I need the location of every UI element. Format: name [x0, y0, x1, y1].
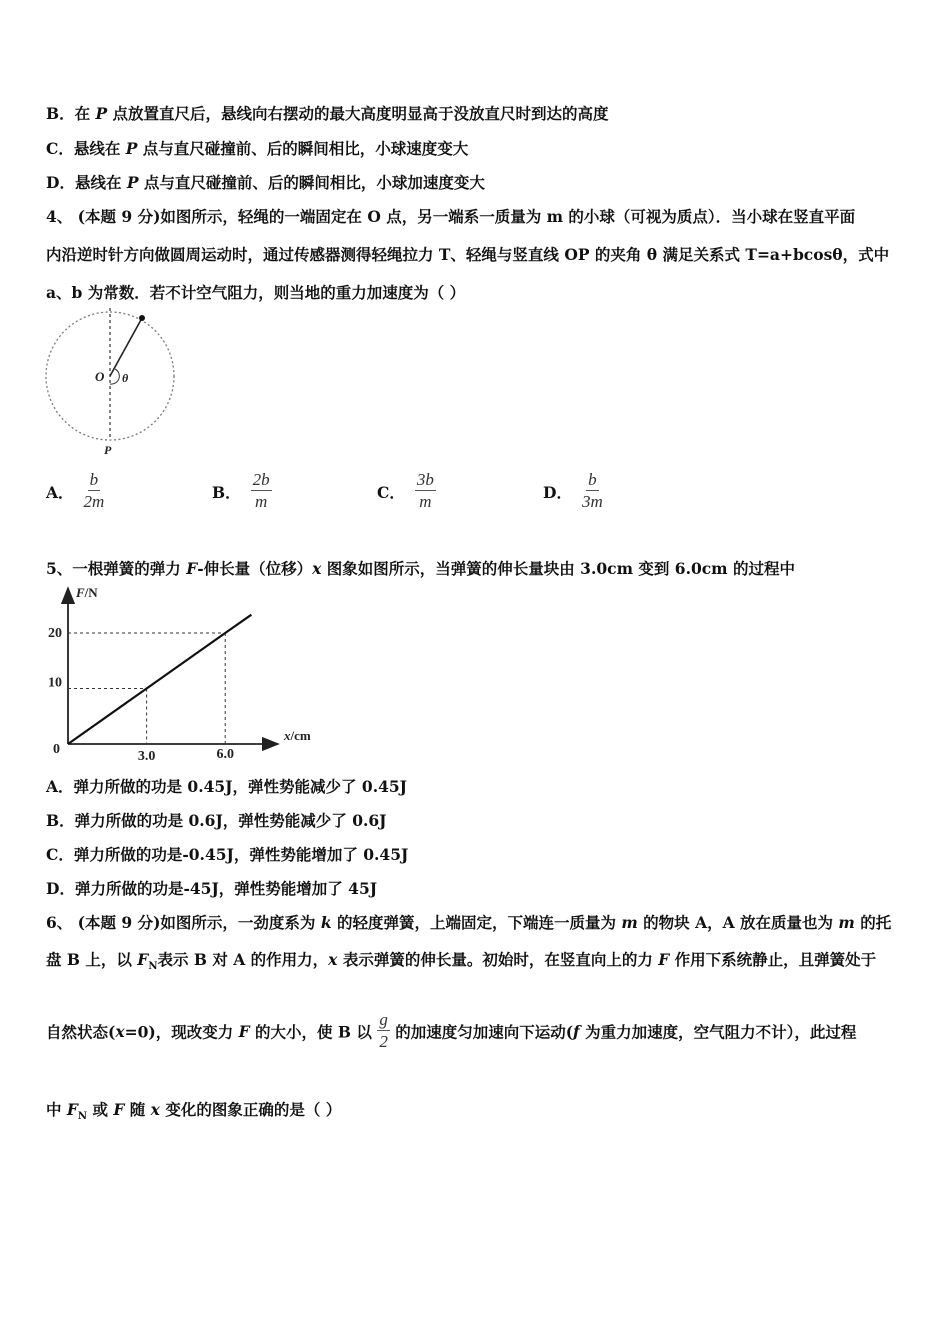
q4-option-c: C． $\frac{3b}{m}$ — [377, 470, 434, 511]
fraction: $\frac{b}{3m}$ — [581, 470, 603, 511]
x-tick-label-6: 6.0 — [216, 747, 234, 762]
angle-theta-label: θ — [122, 371, 129, 385]
q4-stem-line1: 4、 (本题 9 分)如图所示，轻绳的一端固定在 O 点，另一端系一质量为 m 的小球（可视为质点）．当小球在竖直平面 — [46, 207, 856, 226]
rope-line — [110, 318, 142, 376]
q4-stem-line2: 内沿逆时针方向做圆周运动时，通过传感器测得轻绳拉力 T、轻绳与竖直线 OP 的夹角 θ 满足关系式 T=a+bcosθ，式中 — [46, 245, 890, 264]
q6-stem-line3: 自然状态(x=0)，现改变力 F 的大小，使 B 以 $\frac{g}{2}$ 的加速度匀加速向下运动(f 为重力加速度，空气阻力不计），此过程 — [46, 1010, 857, 1051]
y-tick-label-20: 20 — [48, 626, 62, 641]
q6-stem-line4: 中 $F_N$ 或 F 随 x 变化的图象正确的是（ ） — [46, 1100, 342, 1123]
angle-arc — [110, 369, 119, 384]
ball — [139, 315, 145, 321]
q5-option-c: C．弹力所做的功是-0.45J，弹性势能增加了 0.45J — [46, 845, 409, 864]
q4-stem-line3: a、b 为常数．若不计空气阻力，则当地的重力加速度为（ ） — [46, 283, 466, 302]
q6-stem-line1: 6、 (本题 9 分)如图所示，一劲度系为 k 的轻度弹簧，上端固定，下端连一质量为 m 的物块 A，A 放在质量也为 m 的托 — [46, 913, 892, 932]
x-axis-label: x/cm — [284, 728, 311, 743]
q5-option-a: A．弹力所做的功是 0.45J，弹性势能减少了 0.45J — [46, 777, 407, 796]
point-p-label: P — [104, 443, 112, 457]
circle-figure — [40, 308, 185, 458]
y-axis-label: F/N — [76, 585, 98, 600]
q5-stem: 5、一根弹簧的弹力 F-伸长量（位移）x 图象如图所示，当弹簧的伸长量块由 3.0cm 变到 6.0cm 的过程中 — [46, 559, 795, 578]
q6-stem-line2: 盘 B 上，以 $F_N$表示 B 对 A 的作用力，x 表示弹簧的伸长量。初始时，在竖直向上的力 F 作用下系统静止，且弹簧处于 — [46, 950, 877, 973]
q5-option-d: D．弹力所做的功是-45J，弹性势能增加了 45J — [46, 879, 378, 898]
q3-option-c: C．悬线在 P 点与直尺碰撞前、后的瞬间相比，小球速度变大 — [46, 139, 469, 158]
q3-option-d: D．悬线在 P 点与直尺碰撞前、后的瞬间相比，小球加速度变大 — [46, 173, 485, 192]
q4-option-d: D． $\frac{b}{3m}$ — [543, 470, 603, 511]
series-line — [68, 615, 251, 744]
y-tick-label-10: 10 — [48, 675, 62, 691]
q3-option-b: B．在 P 点放置直尺后，悬线向右摆动的最大高度明显高于没放直尺时到达的高度 — [46, 104, 609, 123]
x-tick-label-3: 3.0 — [137, 749, 156, 764]
fraction: $\frac{2b}{m}$ — [252, 470, 270, 511]
q4-option-a: A． $\frac{b}{2m}$ — [46, 470, 105, 511]
fraction: $\frac{3b}{m}$ — [416, 470, 434, 511]
q5-option-b: B．弹力所做的功是 0.6J，弹性势能减少了 0.6J — [46, 811, 387, 830]
fraction-g-over-2: $\frac{g}{2}$ — [379, 1010, 388, 1051]
q4-option-b: B． $\frac{2b}{m}$ — [212, 470, 270, 511]
point-o-label: O — [95, 369, 105, 384]
origin-label: 0 — [53, 742, 60, 757]
fraction: $\frac{b}{2m}$ — [83, 470, 105, 511]
force-extension-chart — [40, 580, 330, 770]
